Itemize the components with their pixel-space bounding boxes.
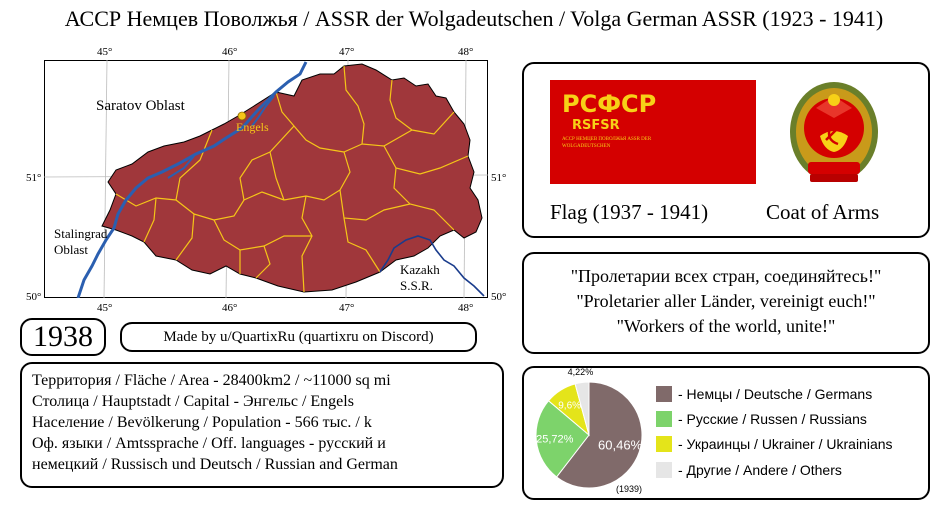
lat-label-left: 50° bbox=[26, 291, 42, 303]
ethnic-chart-box bbox=[522, 366, 930, 500]
lon-label-top: 47° bbox=[339, 46, 355, 58]
motto-english: "Workers of the world, unite!" bbox=[616, 316, 836, 336]
lon-label-top: 48° bbox=[458, 46, 474, 58]
capital-marker bbox=[238, 112, 246, 120]
kazakh-ssr-label-2: S.S.R. bbox=[400, 278, 433, 293]
legend-label: - Немцы / Deutsche / Germans bbox=[678, 386, 873, 402]
year-text: 1938 bbox=[33, 320, 93, 353]
map bbox=[0, 0, 510, 314]
legend-label: - Другие / Andere / Others bbox=[678, 462, 842, 478]
capital-label: Engels bbox=[236, 120, 269, 134]
year-badge bbox=[20, 318, 106, 356]
credit-box bbox=[120, 322, 477, 352]
fact-area: Территория / Fläche / Area - 28400km2 / ~11000 sq mi bbox=[32, 372, 391, 389]
facts-box bbox=[20, 362, 504, 488]
page-title: АССР Немцев Поволжья / ASSR der Wolgadeutschen / Volga German ASSR (1923 - 1941) bbox=[64, 6, 884, 31]
legend-item-germans bbox=[656, 386, 872, 402]
lon-label-top: 46° bbox=[222, 46, 238, 58]
lon-label-bottom: 46° bbox=[222, 302, 238, 314]
pie-label-ukrainians: 9,6% bbox=[558, 400, 582, 412]
legend-label: - Украинцы / Ukrainer / Ukrainians bbox=[678, 436, 893, 452]
flag-text-latin: RSFSR bbox=[572, 118, 620, 133]
motto-box bbox=[522, 252, 930, 354]
fact-population: Население / Bevölkerung / Population - 566 тыс. / k bbox=[32, 414, 372, 431]
flag-small-text: АССР НЕМЦЕВ ПОВОЛЖЬЯ ASSR DER WOLGADEUTSCHEN bbox=[562, 137, 652, 149]
legend-label: - Русские / Russen / Russians bbox=[678, 411, 867, 427]
lat-label-right: 50° bbox=[491, 291, 507, 303]
lat-label-right: 51° bbox=[491, 172, 507, 184]
flag-text-rsfsr: РСФСР bbox=[562, 90, 657, 118]
pie-chart bbox=[524, 368, 654, 498]
stalingrad-oblast-label: Stalingrad bbox=[54, 226, 108, 241]
lon-label-bottom: 45° bbox=[97, 302, 113, 314]
fact-languages: Оф. языки / Amtssprache / Off. languages - русский и bbox=[32, 435, 386, 452]
legend-swatch bbox=[656, 436, 672, 452]
lon-label-bottom: 47° bbox=[339, 302, 355, 314]
lat-label-left: 51° bbox=[26, 172, 42, 184]
flag-caption: Flag (1937 - 1941) bbox=[550, 200, 709, 224]
pie-label-others: 4,22% bbox=[567, 368, 594, 377]
kazakh-ssr-label: Kazakh bbox=[400, 262, 440, 277]
legend-item-others bbox=[656, 462, 842, 478]
coat-of-arms-caption: Coat of Arms bbox=[766, 200, 880, 224]
coat-of-arms-emblem bbox=[786, 78, 882, 186]
lon-label-top: 45° bbox=[97, 46, 113, 58]
legend-swatch bbox=[656, 386, 672, 402]
motto-german: "Proletarier aller Länder, vereinigt euch!" bbox=[576, 291, 876, 311]
fact-languages-cont: немецкий / Russisch und Deutsch / Russian and German bbox=[32, 456, 398, 473]
credit-text: Made by u/QuartixRu (quartixru on Discord) bbox=[163, 328, 434, 345]
legend-item-ukrainians bbox=[656, 436, 893, 452]
chart-note: (1939) bbox=[616, 484, 643, 494]
legend-item-russians bbox=[656, 411, 867, 427]
saratov-oblast-label: Saratov Oblast bbox=[96, 98, 185, 114]
motto-russian: "Пролетарии всех стран, соединяйтесь!" bbox=[570, 266, 882, 286]
pie-label-russians: 25,72% bbox=[536, 433, 574, 446]
pie-label-germans: 60,46% bbox=[598, 437, 643, 453]
emblem-box bbox=[522, 62, 930, 238]
flag bbox=[550, 80, 756, 184]
legend-swatch bbox=[656, 462, 672, 478]
legend-swatch bbox=[656, 411, 672, 427]
stalingrad-oblast-label-2: Oblast bbox=[54, 242, 88, 257]
fact-capital: Столица / Hauptstadt / Capital - Энгельс / Engels bbox=[32, 393, 354, 410]
lon-label-bottom: 48° bbox=[458, 302, 474, 314]
